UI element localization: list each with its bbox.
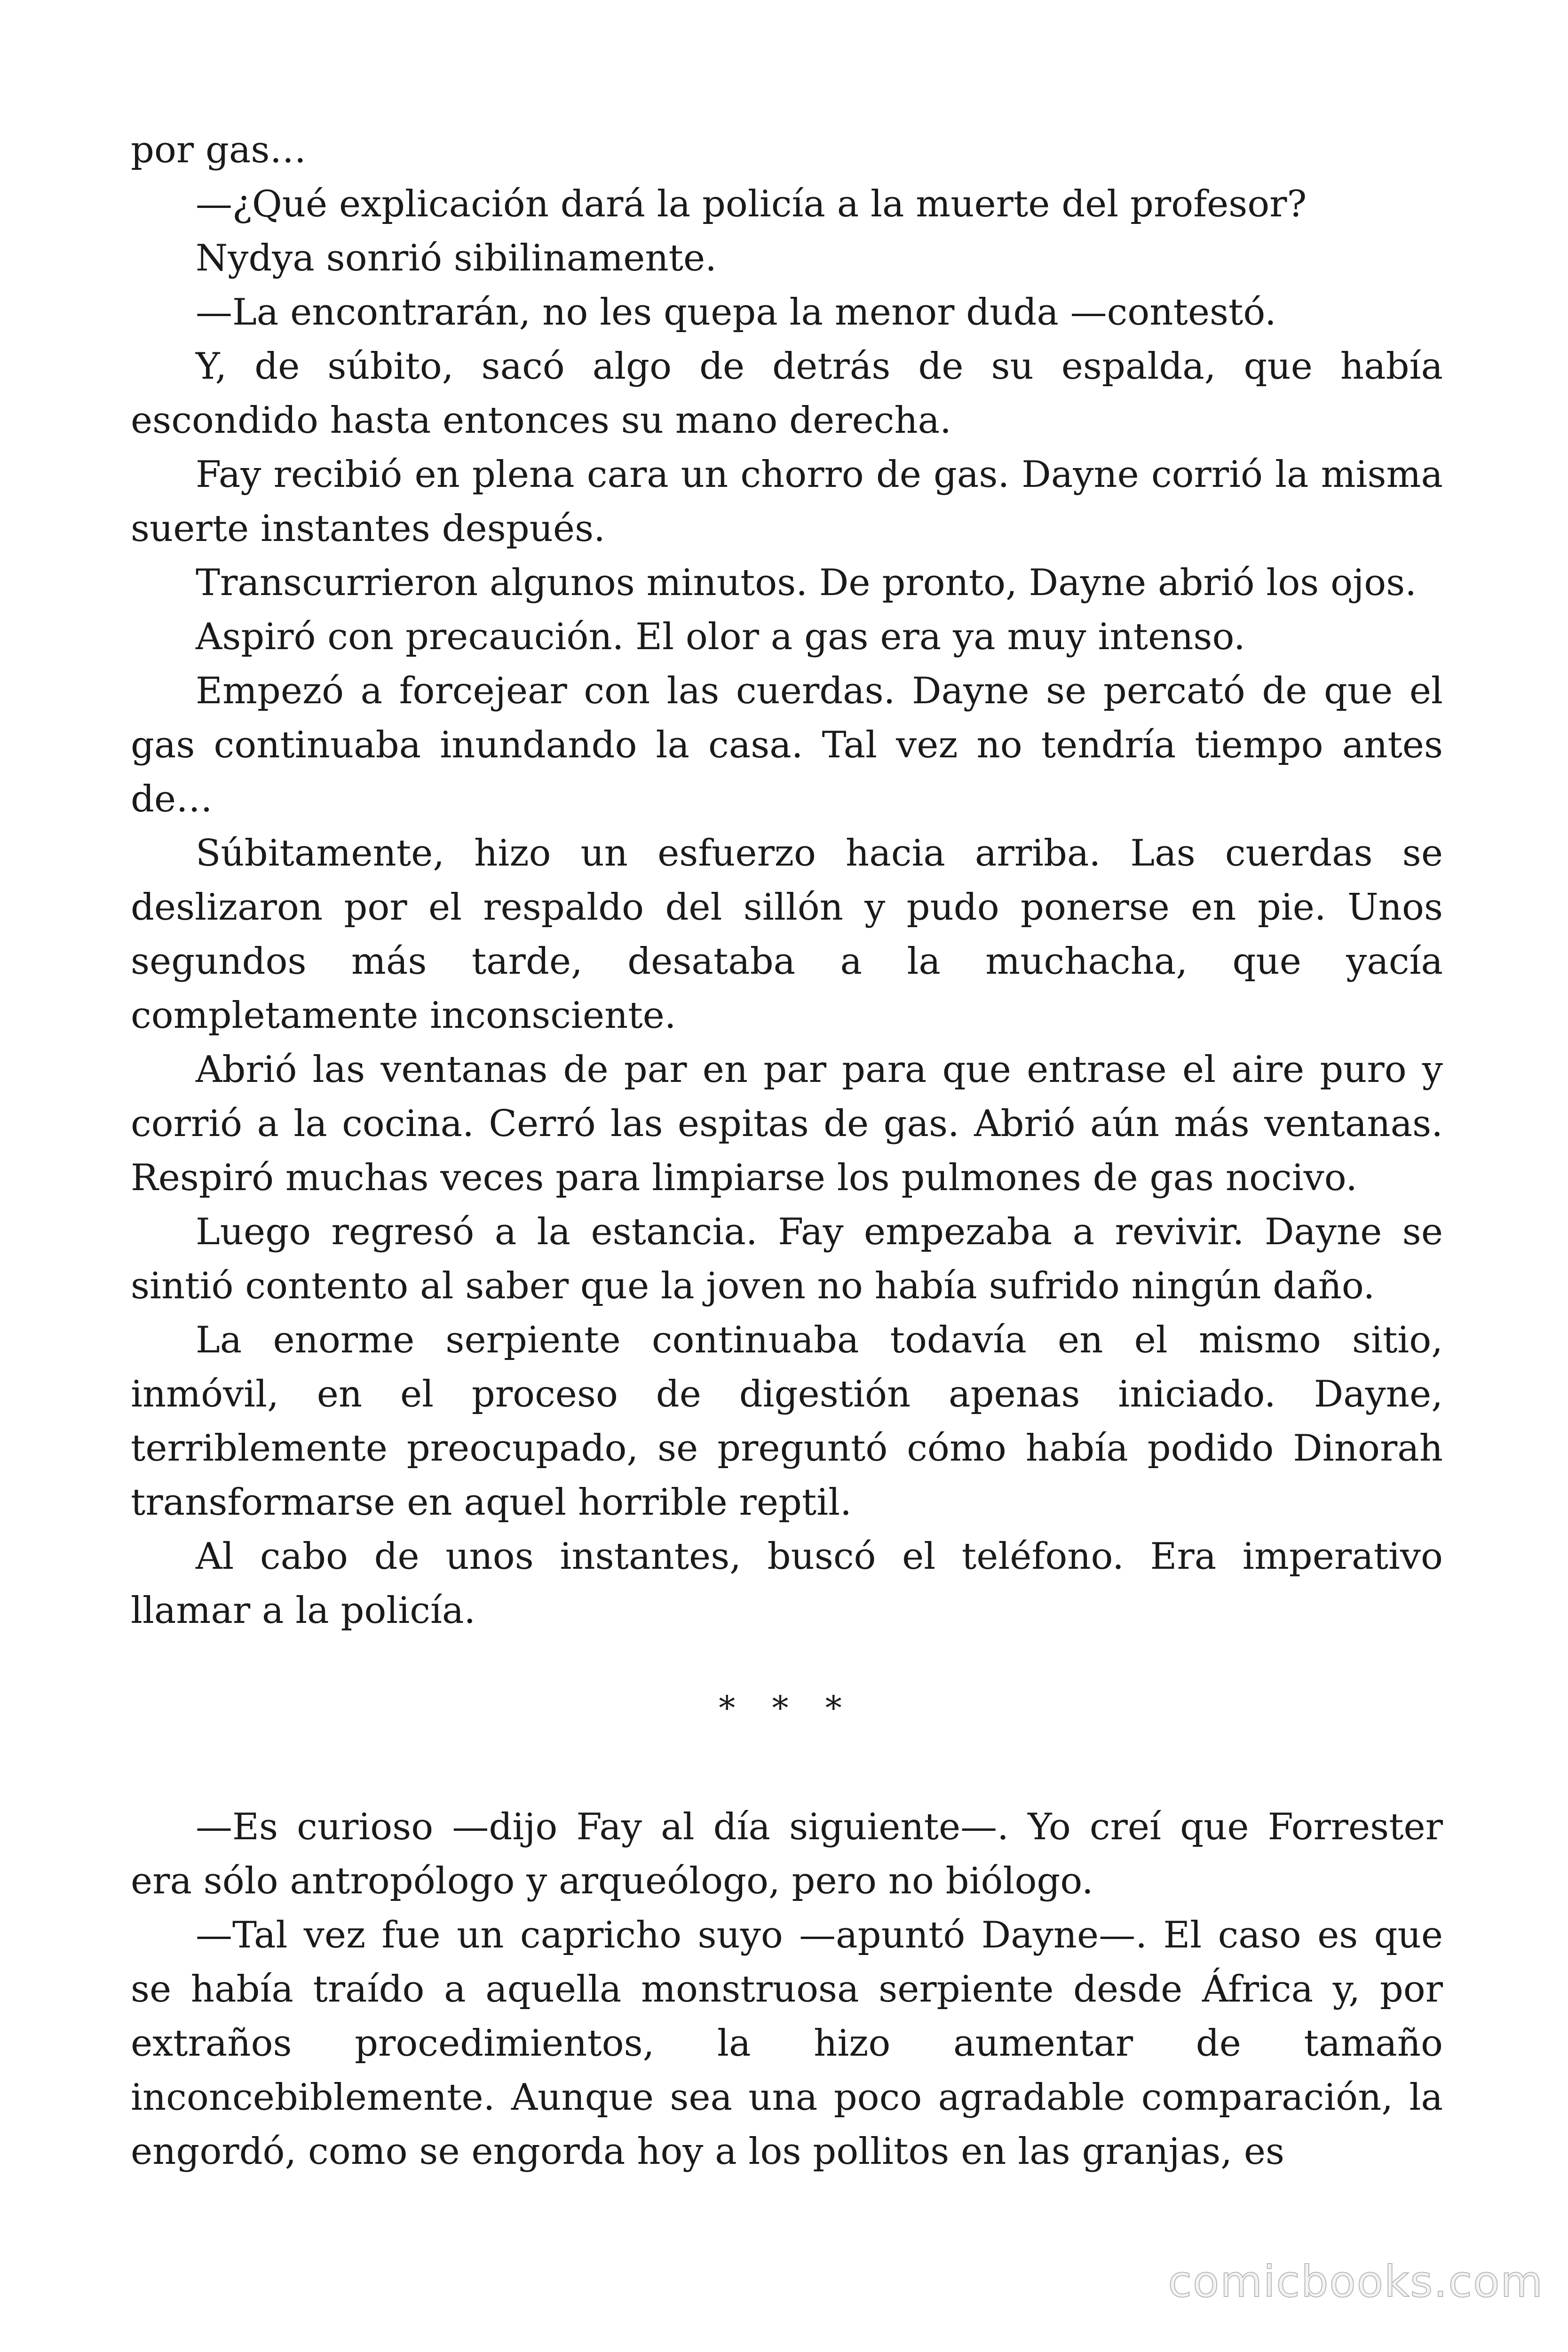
paragraph: por gas… bbox=[131, 129, 307, 171]
paragraph: Transcurrieron algunos minutos. De pronto, Dayne abrió los ojos. bbox=[196, 562, 1417, 604]
paragraph: Abrió las ventanas de par en par para que entrase el aire puro y corrió a la cocina. Cerró las espitas de gas. Abrió aún más ventanas. Respiró muchas veces para limpiarse los pulmones de gas nocivo. bbox=[131, 1049, 1443, 1199]
paragraph: —Tal vez fue un capricho suyo —apuntó Dayne—. El caso es que se había traído a aquella monstruosa serpiente desde África y, por extraños procedimientos, la hizo aumentar de tamaño inconcebiblemente. Aunque sea una poco agradable comparación, la engordó, como se engorda hoy a los pollitos en las granjas, es bbox=[131, 1914, 1443, 2173]
text-block-before-break bbox=[131, 123, 1443, 1638]
paragraph: —Es curioso —dijo Fay al día siguiente—. Yo creí que Forrester era sólo antropólogo y arqueólogo, pero no biólogo. bbox=[131, 1806, 1443, 1902]
paragraph: Súbitamente, hizo un esfuerzo hacia arriba. Las cuerdas se deslizaron por el respaldo del sillón y pudo ponerse en pie. Unos segundos más tarde, desataba a la muchacha, que yacía completamente inconsciente. bbox=[131, 832, 1443, 1037]
paragraph: —¿Qué explicación dará la policía a la muerte del profesor? bbox=[196, 183, 1307, 225]
paragraph: —La encontrarán, no les quepa la menor duda —contestó. bbox=[196, 291, 1276, 334]
paragraph: Nydya sonrió sibilinamente. bbox=[196, 237, 717, 279]
paragraph: Aspiró con precaución. El olor a gas era ya muy intenso. bbox=[196, 616, 1245, 658]
paragraph: Al cabo de unos instantes, buscó el teléfono. Era imperativo llamar a la policía. bbox=[131, 1535, 1443, 1632]
paragraph: Y, de súbito, sacó algo de detrás de su espalda, que había escondido hasta entonces su mano derecha. bbox=[131, 345, 1443, 442]
paragraph: Empezó a forcejear con las cuerdas. Dayne se percató de que el gas continuaba inundando la casa. Tal vez no tendría tiempo antes de… bbox=[131, 670, 1443, 820]
text-block-after-break bbox=[131, 1800, 1443, 2179]
watermark: comicbooks.com bbox=[1168, 2257, 1544, 2307]
paragraph: La enorme serpiente continuaba todavía en el mismo sitio, inmóvil, en el proceso de digestión apenas iniciado. Dayne, terriblemente preocupado, se preguntó cómo había podido Dinorah transformarse en aquel horrible reptil. bbox=[131, 1319, 1443, 1524]
scene-break: * * * bbox=[719, 1689, 855, 1727]
paragraph: Luego regresó a la estancia. Fay empezaba a revivir. Dayne se sintió contento al saber que la joven no había sufrido ningún daño. bbox=[131, 1211, 1443, 1307]
paragraph: Fay recibió en plena cara un chorro de gas. Dayne corrió la misma suerte instantes después. bbox=[131, 453, 1443, 550]
book-page bbox=[131, 123, 1443, 2179]
